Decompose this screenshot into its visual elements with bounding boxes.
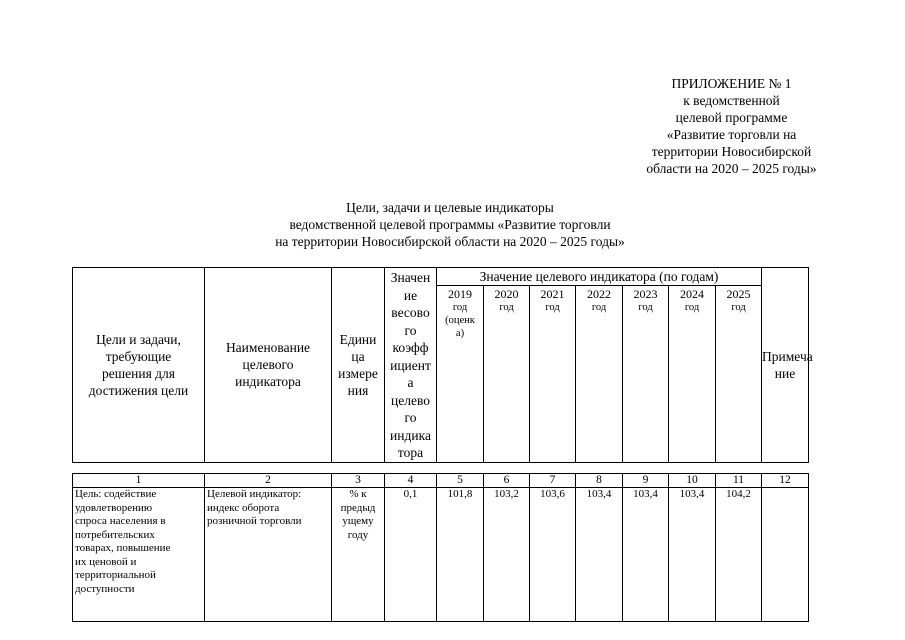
unit-line: году [347, 528, 369, 541]
column-number: 1 [73, 474, 205, 488]
value-cell-2020: 103,2 [484, 488, 530, 622]
unit-line: % к [349, 488, 367, 500]
year-estimate: а) [455, 328, 465, 339]
header-year-2021 [530, 286, 576, 463]
header-note-line: Примеча [762, 348, 813, 364]
header-goals-line: требующие [105, 348, 172, 364]
header-year-2022 [576, 286, 623, 463]
column-number: 5 [437, 474, 484, 488]
year-number: 2024 [680, 287, 704, 301]
header-goals-line: Цели и задачи, [96, 331, 181, 347]
header-weight-line: коэфф [392, 340, 429, 355]
unit-line: предыд [340, 501, 376, 514]
column-number: 9 [623, 474, 669, 488]
goal-cell [73, 488, 205, 622]
year-word: год [731, 302, 746, 313]
header-table [72, 267, 813, 463]
header-weight-line: а [407, 375, 414, 390]
header-year-2024 [669, 286, 716, 463]
appendix-line: к ведомственной [683, 93, 780, 108]
year-number: 2021 [540, 287, 565, 301]
appendix-header [600, 75, 863, 177]
header-indicator-line: целевого [242, 357, 294, 373]
year-number: 2025 [726, 287, 751, 301]
header-weight-line: го [404, 322, 417, 338]
header-weight-line: целево [391, 392, 430, 408]
header-indicator-line: Наименование [225, 340, 311, 356]
year-word: год [638, 302, 653, 313]
header-weight-line: Значен [390, 270, 431, 285]
value-cell-2021: 103,6 [530, 488, 576, 622]
column-number: 2 [205, 474, 332, 488]
header-weight-line: индика [390, 427, 431, 443]
year-word: год [591, 302, 607, 313]
table-row [73, 488, 809, 622]
header-note-line: ние [774, 365, 796, 381]
header-unit-line: Едини [339, 331, 377, 347]
goal-line: их ценовой и [75, 555, 137, 568]
header-unit [332, 268, 385, 463]
header-weight-line: го [404, 410, 417, 425]
header-unit-line: ния [347, 382, 369, 398]
title-line: на территории Новосибирской области на 2020 – 2025 годы» [275, 234, 625, 249]
header-weight-line: весово [391, 305, 430, 320]
goal-line: территориальной [75, 569, 156, 581]
document-title [150, 199, 750, 250]
column-number: 10 [669, 474, 716, 488]
appendix-line: области на 2020 – 2025 годы» [646, 161, 817, 176]
header-goals-line: достижения цели [88, 382, 189, 398]
goal-line: потребительских [75, 528, 155, 541]
header-goals [73, 268, 205, 463]
header-indicator-name [205, 268, 332, 463]
header-weight-line: ициент [390, 357, 431, 373]
title-line: ведомственной целевой программы «Развитие торговли [289, 217, 611, 232]
goal-line: спроса населения в [75, 515, 166, 527]
header-year-2023 [623, 286, 669, 463]
value-cell-2023: 103,4 [623, 488, 669, 622]
header-note [762, 268, 813, 463]
year-estimate: (оценк [445, 315, 475, 326]
weight-cell: 0,1 [385, 488, 437, 622]
column-number: 8 [576, 474, 623, 488]
note-cell [762, 488, 809, 622]
appendix-line: территории Новосибирской [651, 144, 812, 159]
header-indicator-line: индикатора [235, 374, 301, 390]
column-number: 12 [762, 474, 809, 488]
value-cell-2024: 103,4 [669, 488, 716, 622]
header-value-group: Значение целевого индикатора (по годам) [437, 268, 762, 286]
goal-line: Цель: содействие [75, 488, 157, 500]
goal-line: удовлетворению [75, 501, 153, 514]
appendix-line: целевой программе [675, 110, 788, 125]
value-cell-2019: 101,8 [437, 488, 484, 622]
column-number: 11 [716, 474, 762, 488]
header-year-2025 [716, 286, 762, 463]
goal-line: товарах, повышение [75, 542, 171, 554]
header-weight-line: тора [397, 445, 424, 460]
appendix-line: ПРИЛОЖЕНИЕ № 1 [671, 76, 792, 91]
unit-cell [332, 488, 385, 622]
year-word: год [684, 302, 700, 313]
header-weight [385, 268, 437, 463]
year-word: год [545, 302, 560, 313]
column-number-row [73, 474, 809, 488]
year-number: 2023 [633, 287, 658, 301]
appendix-line: «Развитие торговли на [666, 127, 797, 142]
column-number: 7 [530, 474, 576, 488]
indicator-line: индекс оборота [207, 501, 280, 514]
year-number: 2019 [448, 287, 472, 301]
indicator-cell [205, 488, 332, 622]
header-unit-line: измере [338, 365, 378, 381]
title-line: Цели, задачи и целевые индикаторы [346, 200, 554, 215]
body-table [72, 473, 809, 622]
unit-line: ущему [342, 515, 374, 527]
header-year-2020 [484, 286, 530, 463]
year-word: год [499, 302, 514, 313]
indicator-line: розничной торговли [207, 515, 302, 527]
column-number: 6 [484, 474, 530, 488]
indicator-line: Целевой индикатор: [207, 488, 302, 500]
header-weight-line: ие [403, 287, 418, 303]
header-unit-line: ца [351, 348, 365, 364]
value-cell-2022: 103,4 [576, 488, 623, 622]
header-year-2019 [437, 286, 484, 463]
year-number: 2020 [494, 287, 519, 301]
column-number: 3 [332, 474, 385, 488]
year-word: год [452, 302, 468, 313]
header-goals-line: решения для [102, 365, 175, 381]
column-number: 4 [385, 474, 437, 488]
value-cell-2025: 104,2 [716, 488, 762, 622]
goal-line: доступности [75, 582, 135, 595]
year-number: 2022 [587, 287, 611, 301]
